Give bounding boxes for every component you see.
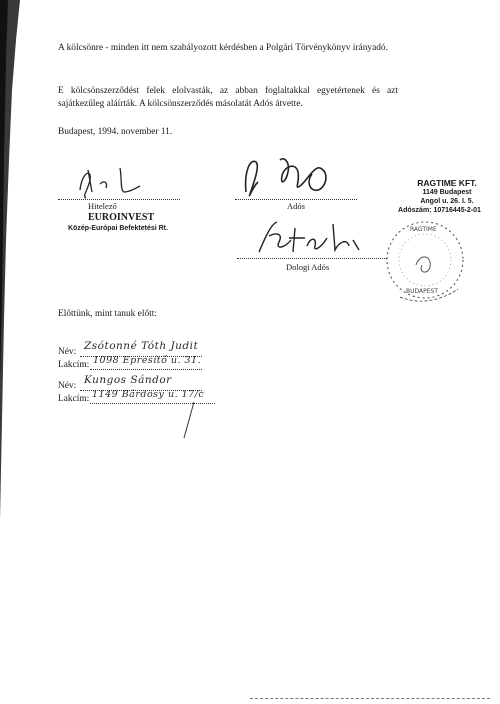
witness-2-address-label: Lakcím: <box>58 394 90 404</box>
signing-date: Budapest, 1994. november 11. <box>58 127 173 137</box>
paragraph-governing-law: A kölcsönre - minden itt nem szabályozott kérdésben a Polgári Törvénykönyv irányadó. <box>58 43 388 53</box>
co-debtor-signature <box>255 218 365 258</box>
company-postal: 1149 Budapest <box>422 189 472 196</box>
scan-edge-shadow <box>0 0 22 704</box>
company-tax-number: Adószám: 10716445-2-01 <box>398 207 481 214</box>
witness-2-name-label: Név: <box>58 381 77 391</box>
witness-heading: Előttünk, mint tanuk előtt: <box>58 309 157 319</box>
stamp-top-text: RAGTIME <box>410 226 437 233</box>
co-debtor-role: Dologi Adós <box>286 262 330 272</box>
creditor-signature-line <box>58 199 180 200</box>
company-stamp <box>380 215 470 305</box>
witness-1-address-value: 1098 Epresítő u. 31. <box>93 355 202 366</box>
company-street: Angol u. 26. I. 5. <box>420 198 474 205</box>
stamp-bottom-text: BUDAPEST <box>406 288 439 295</box>
witness-1-name-value: Zsótonné Tóth Judit <box>84 340 199 352</box>
witness-1-address-line <box>90 369 202 370</box>
witness-1-name-label: Név: <box>58 347 77 357</box>
creditor-role: Hitelező <box>88 201 117 211</box>
creditor-name: EUROINVEST <box>88 212 155 223</box>
co-debtor-signature-line <box>237 258 387 259</box>
bottom-scan-line <box>250 698 490 699</box>
company-name: RAGTIME KFT. <box>417 178 477 188</box>
witness-2-signature-stroke <box>180 400 200 440</box>
debtor-signature <box>240 152 340 202</box>
paragraph-acknowledgement: E kölcsönszerződést felek elolvasták, az abban foglaltakkal egyetértenek és azt sajátkezűleg aláírták. A kölcsönszerződés másolatát Adós átvette. <box>58 86 398 109</box>
witness-2-name-value: Kungos Sándor <box>84 374 172 386</box>
debtor-signature-line <box>235 199 357 200</box>
creditor-signature <box>70 162 160 202</box>
creditor-full-name: Közép-Európai Befektetési Rt. <box>68 225 168 232</box>
witness-2-address-value: 1149 Bárdosy u. 17/c <box>92 389 205 400</box>
witness-1-address-label: Lakcím: <box>58 360 90 370</box>
debtor-role: Adós <box>287 201 305 211</box>
